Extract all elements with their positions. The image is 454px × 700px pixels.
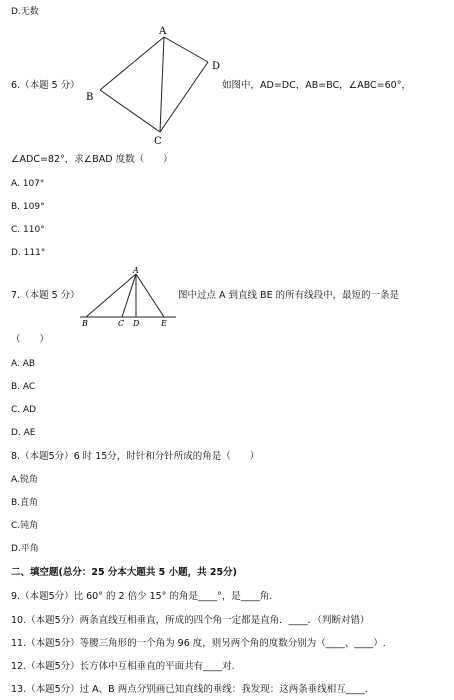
q6-option-d: D. 111° [11,248,46,258]
q7-option-d: D. AE [11,428,36,438]
q9-stem: 9.（本题5分）比 60° 的 2 倍少 15° 的角是____°，是____角. [11,591,273,602]
label-c: C [118,319,125,328]
q5-option-d: D.无数 [11,7,39,17]
label-c: C [154,136,162,147]
label-b: B [86,92,94,103]
label-d: D [212,61,221,72]
label-b: B [82,319,88,328]
q8-option-c: C.钝角 [11,521,39,531]
perpendicular-figure [78,264,180,330]
q10-stem: 10.（本题5分）两条直线互相垂直，所成的四个角一定都是直角．____．（判断对错） [11,615,370,626]
q6-stem-middle: 如图中，AD=DC，AB=BC，∠ABC=60°， [222,80,411,91]
label-d: D [133,319,140,328]
q13-stem: 13.（本题5分）过 A、B 两点分别画已知直线的垂线：我发现：这两条垂线相互____. [11,684,368,695]
q7-stem-continue: （ ） [11,334,50,345]
label-a: A [133,266,139,275]
q6-option-b: B. 109° [11,202,45,212]
q7-stem-prefix: 7.（本题 5 分） [11,290,80,301]
q7-option-b: B. AC [11,382,36,392]
label-e: E [161,319,167,328]
q8-stem: 8.（本题5分）6 时 15分，时针和分针所成的角是（ ） [11,451,260,462]
q11-stem: 11.（本题5分）等腰三角形的一个角为 96 度，则另两个角的度数分别为（____、____）. [11,638,386,649]
q7-option-c: C. AD [11,405,37,415]
q6-stem-prefix: 6.（本题 5 分） [11,80,80,91]
q7-stem-middle: 图中过点 A 到直线 BE 的所有线段中，最短的一条是 [178,290,400,301]
q7-option-a: A. AB [11,359,36,369]
q8-option-b: B.直角 [11,498,39,508]
q6-option-a: A. 107° [11,179,45,189]
q12-stem: 12.（本题5分）长方体中互相垂直的平面共有____对. [11,661,235,672]
q8-option-d: D.平角 [11,544,39,554]
q6-stem-continue: ∠ADC=82°，求∠BAD 度数（ ） [11,154,173,165]
q6-option-c: C. 110° [11,225,45,235]
section-title: 二、填空题(总分：25 分本大题共 5 小题，共 25分) [11,567,237,578]
quadrilateral-figure [80,22,230,150]
label-a: A [159,26,167,37]
q8-option-a: A.锐角 [11,475,38,485]
